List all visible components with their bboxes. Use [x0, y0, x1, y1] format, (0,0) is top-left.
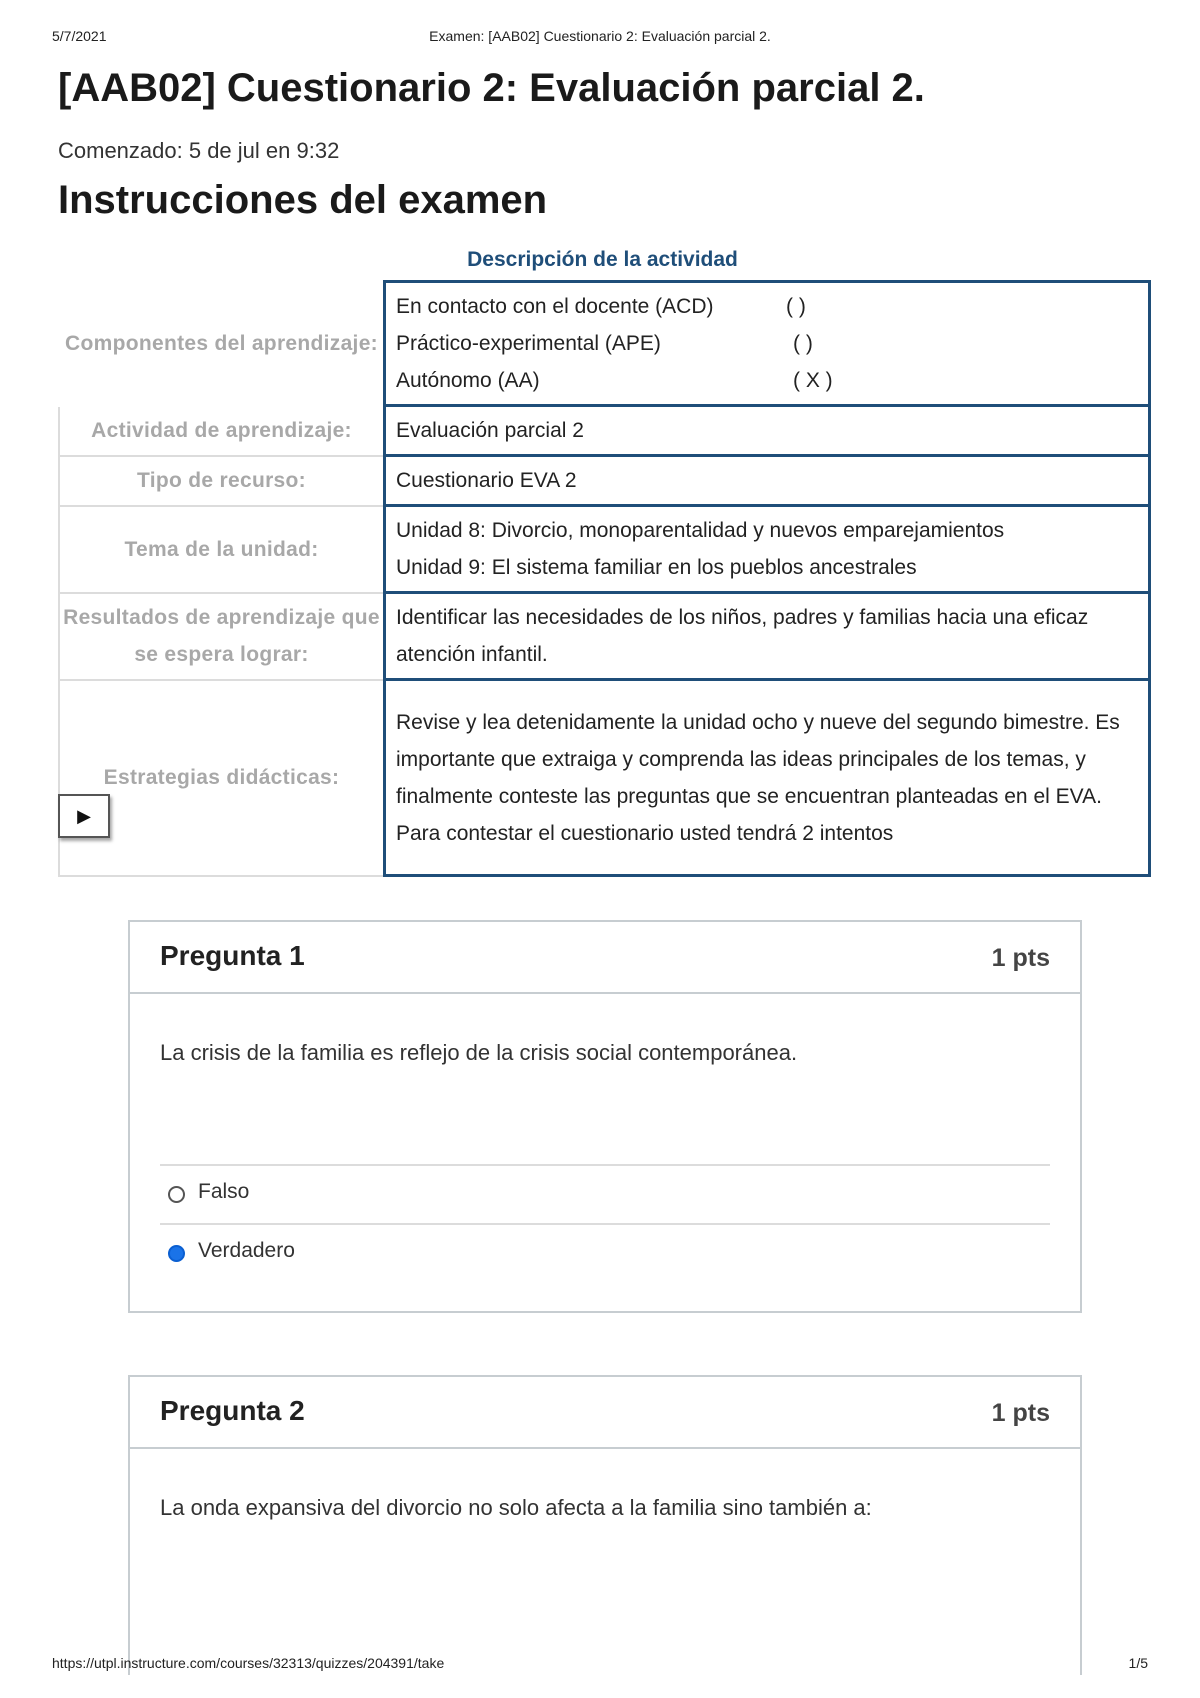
activity-caption: Descripción de la actividad — [467, 248, 738, 271]
table-row — [59, 456, 1150, 506]
table-row — [59, 506, 1150, 593]
instructions-heading: Instrucciones del examen — [58, 178, 548, 222]
table-row — [59, 282, 1150, 406]
answer-option-falso[interactable] — [160, 1164, 1050, 1223]
print-document-title: Examen: [AAB02] Cuestionario 2: Evaluación parcial 2. — [429, 28, 771, 44]
question-title: Pregunta 2 — [160, 1395, 305, 1426]
activity-description-table — [58, 280, 1151, 877]
print-url: https://utpl.instructure.com/courses/32313/quizzes/204391/take — [52, 1655, 445, 1671]
results-label: Resultados de aprendizaje que se espera lograr: — [59, 593, 385, 680]
component-line — [396, 288, 1138, 325]
component-mark: ( ) — [786, 295, 806, 318]
component-mark: ( X ) — [793, 369, 833, 392]
question-text: La onda expansiva del divorcio no solo afecta a la familia sino también a: — [160, 1495, 872, 1520]
component-line — [396, 325, 1138, 362]
strategies-label: Estrategias didácticas: — [59, 680, 385, 876]
question-text: La crisis de la familia es reflejo de la crisis social contemporánea. — [160, 1040, 798, 1065]
started-timestamp: Comenzado: 5 de jul en 9:32 — [58, 138, 340, 163]
print-footer — [52, 1655, 1148, 1675]
component-name: Práctico-experimental (APE) — [396, 332, 661, 355]
table-row — [59, 680, 1150, 876]
answer-label[interactable]: Falso — [198, 1180, 250, 1203]
play-button[interactable] — [58, 794, 110, 838]
table-row — [59, 593, 1150, 680]
component-mark: ( ) — [793, 332, 813, 355]
radio-unselected-icon[interactable] — [168, 1186, 185, 1203]
play-icon: ▶ — [77, 805, 91, 826]
strategies-value: Revise y lea detenidamente la unidad ocho y nueve del segundo bimestre. Es importante que extraiga y comprenda las ideas principales de los temas, y finalmente conteste las preguntas que se encuentran planteadas en el EVA. Para contestar el cuestionario usted tendrá 2 intentos — [385, 680, 1150, 876]
unit-line: Unidad 9: El sistema familiar en los pueblos ancestrales — [396, 556, 917, 579]
unit-label: Tema de la unidad: — [59, 506, 385, 593]
component-name: En contacto con el docente (ACD) — [396, 295, 714, 318]
answer-list — [160, 1164, 1050, 1282]
resource-label: Tipo de recurso: — [59, 456, 385, 506]
unit-value — [385, 506, 1150, 593]
question-points: 1 pts — [991, 1399, 1050, 1427]
answer-label[interactable]: Verdadero — [198, 1239, 295, 1262]
component-line — [396, 362, 1138, 399]
components-value — [385, 282, 1150, 406]
results-value: Identificar las necesidades de los niños, padres y familias hacia una eficaz atención infantil. — [385, 593, 1150, 680]
component-name: Autónomo (AA) — [396, 369, 540, 392]
question-header — [130, 1377, 1080, 1449]
print-date: 5/7/2021 — [52, 28, 107, 44]
question-header — [130, 922, 1080, 994]
activity-label: Actividad de aprendizaje: — [59, 406, 385, 456]
table-row — [59, 406, 1150, 456]
question-card — [128, 920, 1082, 1313]
radio-selected-icon[interactable] — [168, 1245, 185, 1262]
page-title: [AAB02] Cuestionario 2: Evaluación parcial 2. — [58, 66, 925, 110]
answer-option-verdadero[interactable] — [160, 1223, 1050, 1282]
activity-value: Evaluación parcial 2 — [385, 406, 1150, 456]
resource-value: Cuestionario EVA 2 — [385, 456, 1150, 506]
print-header — [52, 28, 1148, 48]
question-points: 1 pts — [991, 944, 1050, 972]
print-page-number: 1/5 — [1128, 1655, 1148, 1671]
question-title: Pregunta 1 — [160, 940, 305, 971]
unit-line: Unidad 8: Divorcio, monoparentalidad y nuevos emparejamientos — [396, 519, 1005, 542]
components-label: Componentes del aprendizaje: — [59, 282, 385, 406]
question-card — [128, 1375, 1082, 1675]
